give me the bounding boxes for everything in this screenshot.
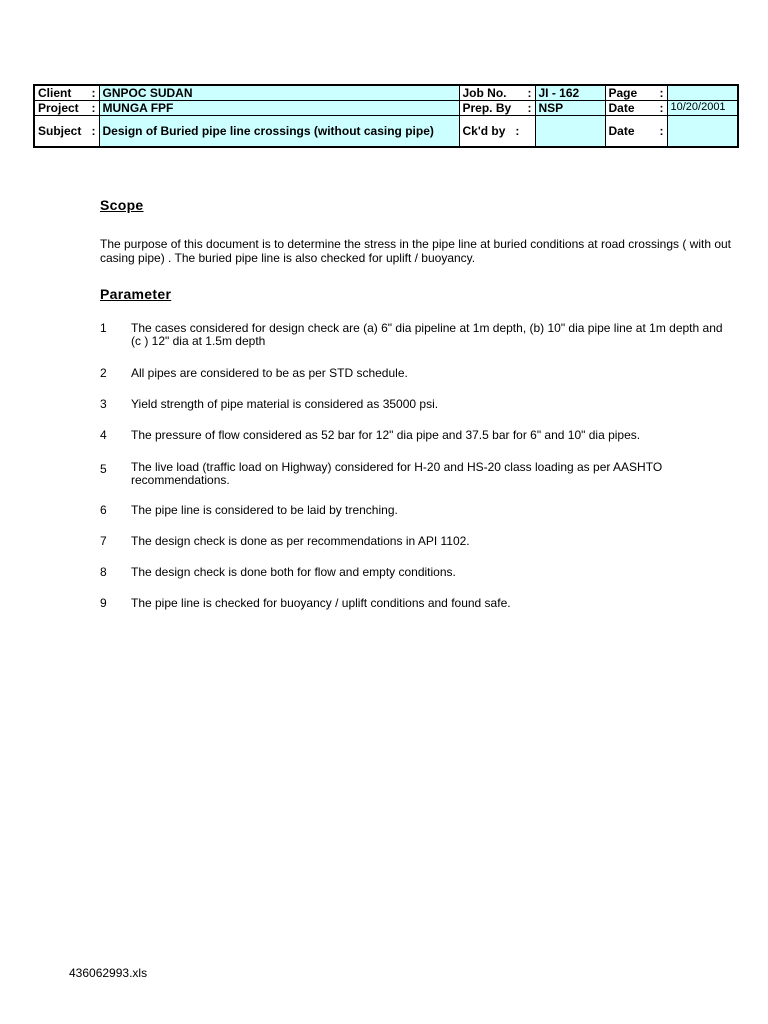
ckd-colon: : bbox=[515, 123, 520, 138]
date2-colon: : bbox=[659, 123, 664, 138]
date-label-cell bbox=[605, 101, 667, 116]
item-text: All pipes are considered to be as per STD schedule. bbox=[131, 366, 408, 380]
page-label-cell bbox=[605, 85, 667, 101]
subject-label: Subject bbox=[38, 123, 82, 138]
parameter-heading: Parameter bbox=[100, 286, 172, 302]
prep-colon: : bbox=[527, 100, 532, 115]
item-text: The cases considered for design check are (a) 6" dia pipeline at 1m depth, (b) 10" dia pipe line at 1m depth and (c ) 12" dia at 1.5m depth bbox=[131, 321, 723, 348]
date-value: 10/20/2001 bbox=[667, 101, 738, 116]
client-label-cell bbox=[34, 85, 99, 101]
item-number: 5 bbox=[100, 462, 107, 476]
footer-filename: 436062993.xls bbox=[69, 966, 148, 980]
page-value bbox=[667, 85, 738, 101]
item-number: 4 bbox=[100, 428, 107, 442]
item-number: 8 bbox=[100, 565, 107, 579]
item-number: 9 bbox=[100, 596, 107, 610]
scope-heading: Scope bbox=[100, 197, 144, 213]
header-row-client bbox=[34, 85, 738, 101]
job-label: Job No. bbox=[462, 85, 507, 100]
job-colon: : bbox=[527, 85, 532, 100]
date-label: Date bbox=[608, 100, 635, 115]
header-row-subject bbox=[34, 116, 738, 148]
date-colon: : bbox=[659, 100, 664, 115]
date2-label-cell bbox=[605, 116, 667, 148]
ckd-label-cell bbox=[459, 116, 535, 148]
prep-label: Prep. By bbox=[462, 100, 512, 115]
project-value: MUNGA FPF bbox=[99, 101, 459, 116]
item-number: 2 bbox=[100, 366, 107, 380]
project-colon: : bbox=[91, 100, 96, 115]
item-text: The pipe line is checked for buoyancy / uplift conditions and found safe. bbox=[131, 596, 511, 610]
subject-colon: : bbox=[91, 123, 96, 138]
header-table bbox=[33, 84, 739, 148]
page-colon: : bbox=[659, 85, 664, 100]
item-number: 3 bbox=[100, 397, 107, 411]
item-text: The design check is done as per recommendations in API 1102. bbox=[131, 534, 470, 548]
date2-label: Date bbox=[608, 123, 635, 138]
ckd-value bbox=[535, 116, 605, 148]
prep-label-cell bbox=[459, 101, 535, 116]
client-label: Client bbox=[38, 85, 72, 100]
project-label-cell bbox=[34, 101, 99, 116]
project-label: Project bbox=[38, 100, 79, 115]
subject-value: Design of Buried pipe line crossings (without casing pipe) bbox=[99, 116, 459, 148]
client-colon: : bbox=[91, 85, 96, 100]
item-text: The pipe line is considered to be laid by trenching. bbox=[131, 503, 398, 517]
item-text: The live load (traffic load on Highway) considered for H-20 and HS-20 class loading as per AASHTO recommendations. bbox=[131, 460, 663, 487]
ckd-label: Ck'd by bbox=[462, 123, 506, 138]
item-number: 1 bbox=[100, 321, 107, 335]
item-number: 7 bbox=[100, 534, 107, 548]
item-text: The pressure of flow considered as 52 bar for 12" dia pipe and 37.5 bar for 6" and 10" dia pipes. bbox=[131, 428, 641, 442]
item-text: The design check is done both for flow and empty conditions. bbox=[131, 565, 456, 579]
client-value: GNPOC SUDAN bbox=[99, 85, 459, 101]
header-row-project bbox=[34, 101, 738, 116]
job-label-cell bbox=[459, 85, 535, 101]
item-number: 6 bbox=[100, 503, 107, 517]
scope-text: The purpose of this document is to determine the stress in the pipe line at buried conditions at road crossings ( with out casing pipe) . The buried pipe line is also checked for uplift / buoyancy. bbox=[100, 237, 732, 265]
date2-value bbox=[667, 116, 738, 148]
job-value: JI - 162 bbox=[535, 85, 605, 101]
item-text: Yield strength of pipe material is considered as 35000 psi. bbox=[131, 397, 439, 411]
prep-value: NSP bbox=[535, 101, 605, 116]
page-label: Page bbox=[608, 85, 638, 100]
subject-label-cell bbox=[34, 116, 99, 148]
